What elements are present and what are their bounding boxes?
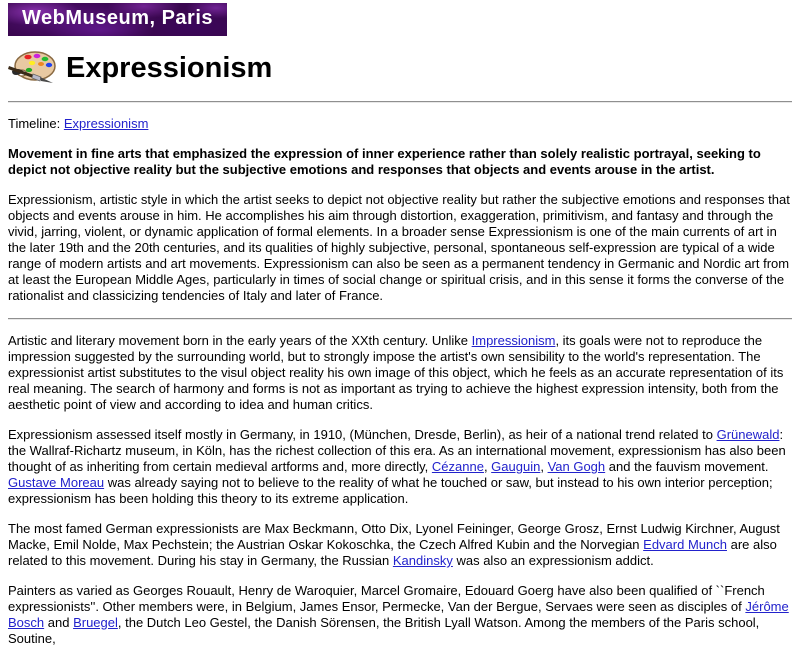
timeline-expressionism-link[interactable]: Expressionism xyxy=(63,116,149,131)
text-run: Movement in fine arts that emphasized the expression of inner experience rather than solely realistic portrayal, seeking to depict not objective reality but the subjective emotions and responses that objects and events arouse in the artist. xyxy=(8,146,761,177)
inline-link-kandinsky[interactable]: Kandinsky xyxy=(392,553,453,568)
text-run: and the fauvism movement. xyxy=(605,459,769,474)
text-run: was already saying not to believe to the reality of what he touched or saw, but instead to his own interior perception; expressionism has been holding this theory to its extreme application. xyxy=(8,475,773,506)
inline-link-edvard-munch[interactable]: Edvard Munch xyxy=(643,537,727,552)
paragraph-movement xyxy=(8,333,792,413)
inline-link-gr-newald[interactable]: Grünewald xyxy=(716,427,780,442)
text-run: , the Dutch Leo Gestel, the Danish Sörensen, the British Lyall Watson. Among the members of the Paris school, Soutine, xyxy=(8,615,760,646)
webmuseum-banner xyxy=(8,3,227,36)
text-run: : the Wallraf-Richartz museum, in Köln, has the richest collection of this era. As an international movement, expressionism has also been thought of as inheriting from certain medieval artforms and, more directly, xyxy=(8,427,786,474)
divider-middle xyxy=(8,318,792,320)
text-run: Expressionism, artistic style in which the artist seeks to depict not objective reality but rather the subjective emotions and responses that objects and events arouse in him. He accomplishes his aim through distortion, exaggeration, primitivism, and fantasy and through the vivid, jarring, violent, or dynamic application of formal elements. In a broader sense Expressionism is one of the main currents of art in the later 19th and the 20th centuries, and its qualities of highly subjective, personal, spontaneous self-expression are typical of a wide range of modern artists and art movements. Expressionism can also be seen as a permanent tendency in Germanic and Nordic art from at least the European Middle Ages, particularly in times of social change or spiritual crisis, and in this sense it forms the converse of the rationalist and classicizing tendencies of Italy and later of France. xyxy=(8,192,790,303)
page-title: Expressionism xyxy=(66,52,273,84)
inline-link-impressionism[interactable]: Impressionism xyxy=(471,333,556,348)
paragraph-german-artists xyxy=(8,521,792,569)
timeline-label: Timeline: xyxy=(8,116,64,131)
text-run: Painters as varied as Georges Rouault, Henry de Waroquier, Marcel Gromaire, Edouard Goerg have also been qualified of ``French expressionists''. Other members were, in Belgium, James Ensor, Permecke, Van der Bergue, Servaes were seen as disciples of xyxy=(8,583,765,614)
intro-definition xyxy=(8,146,792,178)
text-run: , xyxy=(483,459,492,474)
text-run: , its goals were not to reproduce the impression suggested by the surrounding world, but to strongly impose the artist's own sensibility to the world's representation. The expressionist artist substitutes to the visul object reality his own image of this object, which he feels as an accurate representation of its real meaning. The search of harmony and forms is not as important as trying to achieve the highest expression intensity, both from the aesthetic point of view and according to idea and human critics. xyxy=(8,333,784,412)
text-run: are also related to this movement. During his stay in Germany, the Russian xyxy=(8,537,777,568)
timeline-line xyxy=(8,116,792,132)
inline-link-bruegel[interactable]: Bruegel xyxy=(73,615,118,630)
text-run: and xyxy=(44,615,74,630)
banner-title: WebMuseum, Paris xyxy=(22,7,214,29)
inline-link-gauguin[interactable]: Gauguin xyxy=(491,459,541,474)
inline-link-c-zanne[interactable]: Cézanne xyxy=(431,459,484,474)
page-heading-row xyxy=(8,48,792,88)
paragraph-germany xyxy=(8,427,792,507)
text-run: was also an expressionism addict. xyxy=(452,553,654,568)
divider-top xyxy=(8,101,792,103)
text-run: Artistic and literary movement born in the early years of the XXth century. Unlike xyxy=(8,333,472,348)
text-run: The most famed German expressionists are Max Beckmann, Otto Dix, Lyonel Feininger, George Grosz, Ernst Ludwig Kirchner, August Macke, Emil Nolde, Max Pechstein; the Austrian Oskar Kokoschka, the Czech Alfred Kubin and the Norvegian xyxy=(8,521,780,552)
inline-link-van-gogh[interactable]: Van Gogh xyxy=(547,459,606,474)
text-run: Expressionism assessed itself mostly in Germany, in 1910, (München, Dresde, Berlin), as heir of a national trend related to xyxy=(8,427,717,442)
paragraph-overview xyxy=(8,192,792,304)
inline-link-j-r-me-bosch[interactable]: Jérôme Bosch xyxy=(8,599,789,630)
inline-link-gustave-moreau[interactable]: Gustave Moreau xyxy=(8,475,105,490)
palette-icon xyxy=(8,49,57,87)
text-run: , xyxy=(540,459,548,474)
